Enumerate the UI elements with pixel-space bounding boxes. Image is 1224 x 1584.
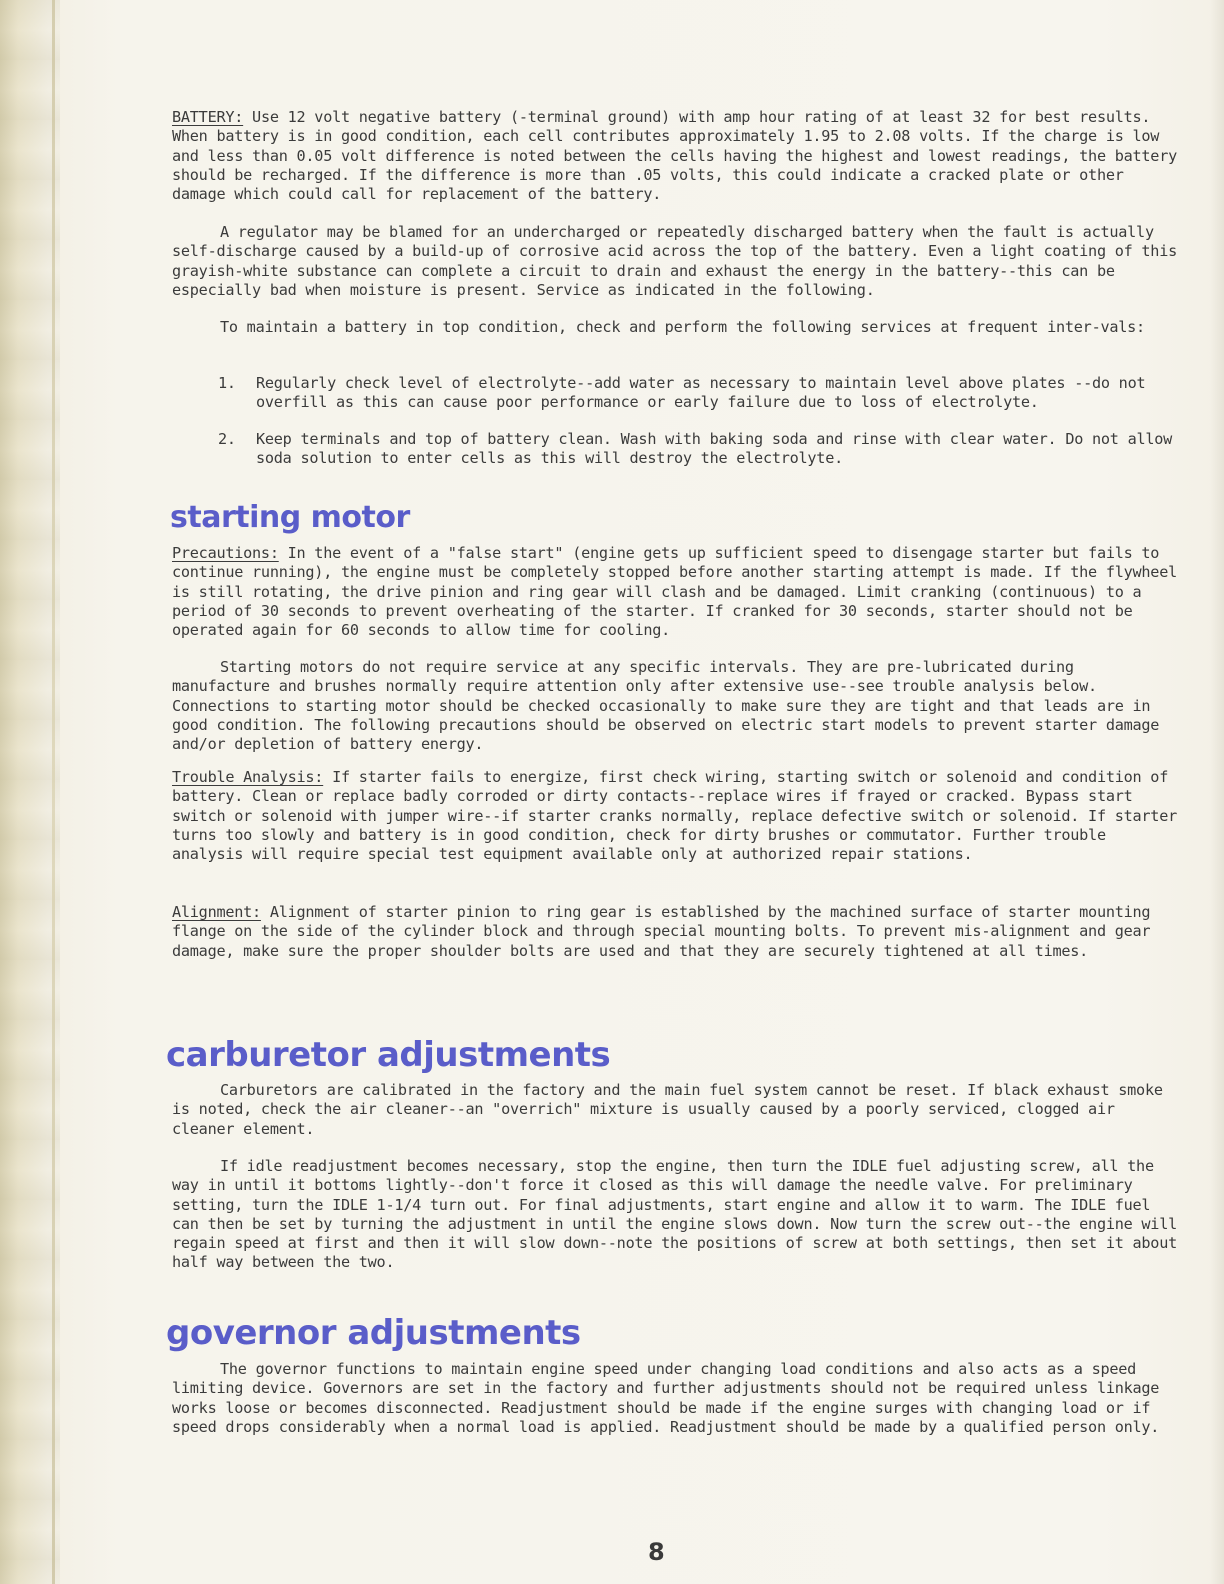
- precautions-paragraph: [172, 544, 1178, 640]
- heading-carburetor-adjustments: carburetor adjustments: [166, 1035, 611, 1075]
- alignment-label: Alignment:: [172, 903, 261, 921]
- governor-p1-text: The governor functions to maintain engine speed under changing load conditions and also acts as a speed limiting device. Governors are set in the factory and further adjustments should not be required unless linkage works loose or becomes disconnected. Readjustment should be made if the engine surges with changing load or if speed drops considerably when a normal load is applied. Readjustment should be made by a qualified person only.: [172, 1360, 1160, 1436]
- list-item: [218, 430, 1184, 469]
- starting-motor-p2-text: Starting motors do not require service at any specific intervals. They are pre-lubricated during manufacture and brushes normally require attention only after extensive use--see trouble analysis below. Connections to starting motor should be checked occasionally to make sure they are tight and that leads are in good condition. The following precautions should be observed on electric start models to prevent starter damage and/or depletion of battery energy.: [172, 658, 1160, 754]
- list-item-text: Keep terminals and top of battery clean. Wash with baking soda and rinse with clear water. Do not allow soda solution to enter cells as this will destroy the electrolyte.: [256, 430, 1173, 468]
- precautions-text: In the event of a "false start" (engine gets up sufficient speed to disengage starter but fails to continue running), the engine must be completely stopped before another starting attempt is made. If the flywheel is still rotating, the drive pinion and ring gear will clash and be damaged. Limit cranking (continuous) to a period of 30 seconds to prevent overheating of the starter. If cranked for 30 seconds, starter should not be operated again for 60 seconds to allow time for cooling.: [172, 544, 1177, 640]
- battery-paragraph-1: [172, 108, 1178, 204]
- carburetor-paragraph-2: [172, 1157, 1178, 1273]
- carburetor-p1-text: Carburetors are calibrated in the factory and the main fuel system cannot be reset. If black exhaust smoke is noted, check the air cleaner--an "overrich" mixture is usually caused by a poorly serviced, clogged air cleaner element.: [172, 1081, 1163, 1138]
- battery-p3-text: To maintain a battery in top condition, check and perform the following services at frequent inter-vals:: [220, 318, 1145, 336]
- page-number: 8: [648, 1538, 665, 1566]
- alignment-text: Alignment of starter pinion to ring gear is established by the machined surface of starter mounting flange on the side of the cylinder block and through special mounting bolts. To prevent mis-alignment and gear damage, make sure the proper shoulder bolts are used and that they are securely tightened at all times.: [172, 903, 1151, 960]
- list-item: [218, 374, 1184, 413]
- binding-line: [52, 0, 55, 1584]
- battery-p2-text: A regulator may be blamed for an undercharged or repeatedly discharged battery when the fault is actually self-discharge caused by a build-up of corrosive acid across the top of the battery. Even a light coating of this grayish-white substance can complete a circuit to drain and exhaust the energy in the battery--this can be especially bad when moisture is present. Service as indicated in the following.: [172, 223, 1177, 299]
- trouble-analysis-text: If starter fails to energize, first check wiring, starting switch or solenoid and condition of battery. Clean or replace badly corroded or dirty contacts--replace wires if frayed or cracked. Bypass start switch or solenoid with jumper wire--if starter cranks normally, replace defective switch or solenoid. If starter turns too slowly and battery is in good condition, check for dirty brushes or commutator. Further trouble analysis will require special test equipment available only at authorized repair stations.: [172, 768, 1177, 864]
- battery-label: BATTERY:: [172, 108, 244, 126]
- page-binding-shadow: [0, 0, 60, 1584]
- page-edge-shadow: [1210, 0, 1224, 1584]
- list-item-text: Regularly check level of electrolyte--add water as necessary to maintain level above plates --do not overfill as this can cause poor performance or early failure due to loss of electrolyte.: [256, 374, 1146, 412]
- governor-paragraph-1: [172, 1360, 1178, 1437]
- battery-paragraph-3: [172, 318, 1178, 337]
- carburetor-paragraph-1: [172, 1081, 1178, 1139]
- carburetor-p2-text: If idle readjustment becomes necessary, stop the engine, then turn the IDLE fuel adjusting screw, all the way in until it bottoms lightly--don't force it closed as this will damage the needle valve. For preliminary setting, turn the IDLE 1-1/4 turn out. For final adjustments, start engine and allow it to warm. The IDLE fuel can then be set by turning the adjustment in until the engine slows down. Now turn the screw out--the engine will regain speed at first and then it will slow down--note the positions of screw at both settings, then set it about half way between the two.: [172, 1157, 1177, 1272]
- trouble-analysis-label: Trouble Analysis:: [172, 768, 324, 786]
- heading-starting-motor: starting motor: [170, 500, 410, 535]
- list-item-number: 1.: [218, 374, 236, 392]
- alignment-paragraph: [172, 903, 1178, 961]
- battery-p1-text: Use 12 volt negative battery (-terminal ground) with amp hour rating of at least 32 for best results. When battery is in good condition, each cell contributes approximately 1.95 to 2.08 volts. If the charge is low and less than 0.05 volt difference is noted between the cells having the highest and lowest readings, the battery should be recharged. If the difference is more than .05 volts, this could indicate a cracked plate or other damage which could call for replacement of the battery.: [172, 108, 1177, 204]
- heading-governor-adjustments: governor adjustments: [166, 1313, 581, 1353]
- trouble-analysis-paragraph: [172, 768, 1178, 864]
- starting-motor-paragraph-2: [172, 658, 1178, 754]
- precautions-label: Precautions:: [172, 544, 279, 562]
- list-item-number: 2.: [218, 430, 236, 448]
- battery-paragraph-2: [172, 223, 1178, 300]
